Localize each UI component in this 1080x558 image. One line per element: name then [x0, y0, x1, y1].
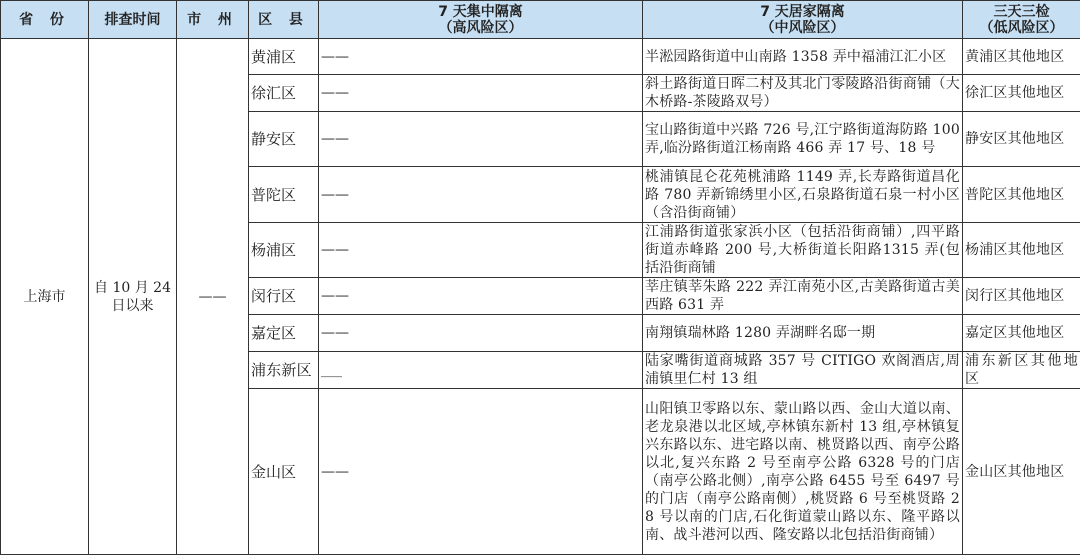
header-mid-risk-title: 7 天居家隔离 — [760, 3, 845, 20]
header-low-risk-title: 三天三检 — [993, 3, 1050, 20]
header-high-risk — [319, 1, 643, 39]
low-risk-cell: 金山区其他地区 — [963, 389, 1080, 555]
header-check-time: 排查时间 — [89, 1, 177, 39]
mid-risk-cell: 宝山路街道中兴路 726 号,江宁路街道海防路 100 弄,临汾路街道江杨南路 466 弄 17 号、18 号 — [643, 112, 963, 167]
mid-risk-cell: 莘庄镇莘朱路 222 弄江南苑小区,古美路街道古美西路 631 弄 — [643, 278, 963, 315]
mid-risk-cell: 陆家嘴街道商城路 357 号 CITIGO 欢阁酒店,周浦镇里仁村 13 组 — [643, 352, 963, 389]
mid-risk-cell: 斜土路街道日晖二村及其北门零陵路沿街商铺（大木桥路-茶陵路双号） — [643, 75, 963, 112]
high-risk-cell: —— — [319, 39, 643, 75]
district-cell: 嘉定区 — [249, 315, 319, 352]
header-mid-risk — [643, 1, 963, 39]
low-risk-cell: 嘉定区其他地区 — [963, 315, 1080, 352]
mid-risk-cell: 南翔镇瑞林路 1280 弄湖畔名邸一期 — [643, 315, 963, 352]
high-risk-cell: —— — [319, 278, 643, 315]
low-risk-cell: 徐汇区其他地区 — [963, 75, 1080, 112]
high-risk-cell: —— — [319, 75, 643, 112]
province-cell: 上海市 — [1, 39, 89, 555]
header-low-risk-sub: （低风险区） — [979, 19, 1064, 36]
district-cell: 杨浦区 — [249, 223, 319, 278]
header-high-risk-title: 7 天集中隔离 — [438, 3, 523, 20]
mid-risk-cell: 山阳镇卫零路以东、蒙山路以西、金山大道以南、老龙泉港以北区域,亭林镇东新村 13 组,亭林镇复兴东路以东、进宅路以南、桃贤路以西、南亭公路以北,复兴东路 2 号至南亭公路 6328 号的门店（南亭公路北侧）,南亭公路 6455 号至 6497 号的门店（南亭公路南侧）,桃贤路 6 号至桃贤路 28 号以南的门店,石化街道蒙山路以东、隆平路以南、战斗港河以西、隆安路以北包括沿街商铺） — [643, 389, 963, 555]
district-cell: 闵行区 — [249, 278, 319, 315]
header-high-risk-sub: （高风险区） — [438, 19, 523, 36]
district-cell: 普陀区 — [249, 167, 319, 223]
mid-risk-cell: 桃浦镇昆仑花苑桃浦路 1149 弄,长寿路街道昌化路 780 弄新锦绣里小区,石泉路街道石泉一村小区（含沿街商铺） — [643, 167, 963, 223]
district-cell: 金山区 — [249, 389, 319, 555]
low-risk-cell: 静安区其他地区 — [963, 112, 1080, 167]
low-risk-cell: 黄浦区其他地区 — [963, 39, 1080, 75]
check-time-cell: 自 10 月 24 日以来 — [89, 39, 177, 555]
header-row — [1, 1, 1080, 39]
district-cell: 静安区 — [249, 112, 319, 167]
header-city: 市 州 — [177, 1, 249, 39]
city-cell: —— — [177, 39, 249, 555]
district-cell: 徐汇区 — [249, 75, 319, 112]
table-row — [1, 39, 1080, 75]
mid-risk-cell: 江浦路街道张家浜小区（包括沿街商铺）,四平路街道赤峰路 200 号,大桥街道长阳路1315 弄(包括沿街商铺 — [643, 223, 963, 278]
low-risk-cell: 杨浦区其他地区 — [963, 223, 1080, 278]
low-risk-cell: 普陀区其他地区 — [963, 167, 1080, 223]
low-risk-cell: 闵行区其他地区 — [963, 278, 1080, 315]
low-risk-cell: 浦东新区其他地区 — [963, 352, 1080, 389]
high-risk-cell: ___ — [319, 352, 643, 389]
high-risk-cell: —— — [319, 223, 643, 278]
header-mid-risk-sub: （中风险区） — [760, 19, 845, 36]
header-province: 省 份 — [1, 1, 89, 39]
mid-risk-cell: 半淞园路街道中山南路 1358 弄中福浦江汇小区 — [643, 39, 963, 75]
header-low-risk — [963, 1, 1080, 39]
high-risk-cell: —— — [319, 315, 643, 352]
high-risk-cell: —— — [319, 389, 643, 555]
district-cell: 黄浦区 — [249, 39, 319, 75]
high-risk-cell: —— — [319, 112, 643, 167]
district-cell: 浦东新区 — [249, 352, 319, 389]
high-risk-cell: —— — [319, 167, 643, 223]
header-district: 区 县 — [249, 1, 319, 39]
